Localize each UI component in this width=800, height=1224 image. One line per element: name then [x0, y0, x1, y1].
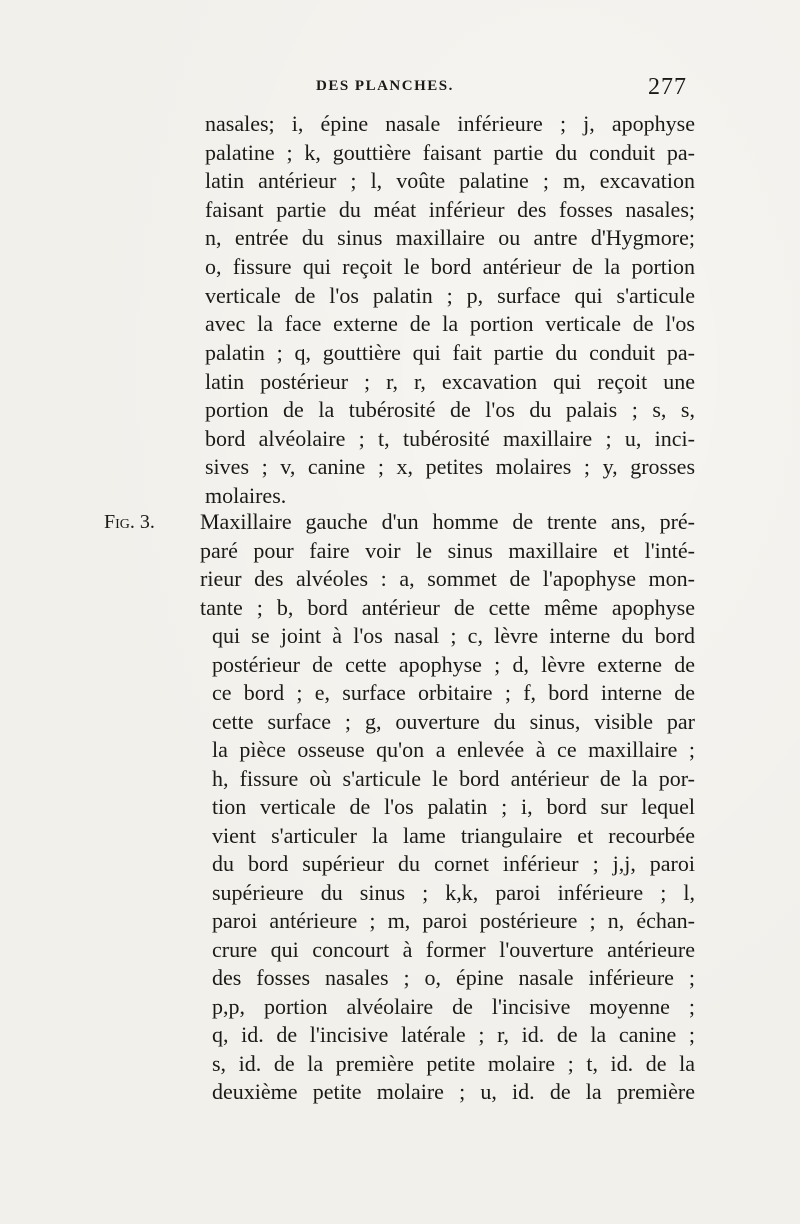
text-line: postérieur de cette apophyse ; d, lèvre externe de: [212, 652, 695, 677]
text-line: rieur des alvéoles : a, sommet de l'apophyse mon-: [200, 566, 695, 591]
text-line: molaires.: [205, 483, 287, 508]
text-line: verticale de l'os palatin ; p, surface qui s'articule: [205, 283, 695, 308]
text-line: n, entrée du sinus maxillaire ou antre d'Hygmore;: [205, 225, 695, 250]
text-line: qui se joint à l'os nasal ; c, lèvre interne du bord: [212, 623, 695, 648]
text-line: des fosses nasales ; o, épine nasale inférieure ;: [212, 965, 695, 990]
text-line: Maxillaire gauche d'un homme de trente ans, pré-: [200, 509, 695, 534]
text-line: la pièce osseuse qu'on a enlevée à ce maxillaire ;: [212, 737, 695, 762]
text-line: paroi antérieure ; m, paroi postérieure ; n, échan-: [212, 908, 695, 933]
running-head: [0, 74, 800, 104]
text-line: faisant partie du méat inférieur des fosses nasales;: [205, 197, 695, 222]
text-line: q, id. de l'incisive latérale ; r, id. de la canine ;: [212, 1022, 695, 1047]
text-line: palatin ; q, gouttière qui fait partie du conduit pa-: [205, 340, 695, 365]
text-line: bord alvéolaire ; t, tubérosité maxillaire ; u, inci-: [205, 426, 695, 451]
text-line: tion verticale de l'os palatin ; i, bord sur lequel: [212, 794, 695, 819]
text-line: du bord supérieur du cornet inférieur ; j,j, paroi: [212, 851, 695, 876]
text-line: ce bord ; e, surface orbitaire ; f, bord interne de: [212, 680, 695, 705]
text-line: p,p, portion alvéolaire de l'incisive moyenne ;: [212, 994, 695, 1019]
text-line: portion de la tubérosité de l'os du palais ; s, s,: [205, 397, 695, 422]
text-line: deuxième petite molaire ; u, id. de la première: [212, 1079, 695, 1104]
text-line: supérieure du sinus ; k,k, paroi inférieure ; l,: [212, 880, 695, 905]
running-title: DES PLANCHES.: [316, 78, 454, 94]
text-line: h, fissure où s'articule le bord antérieur de la por-: [212, 766, 695, 791]
text-line: s, id. de la première petite molaire ; t, id. de la: [212, 1051, 695, 1076]
text-line: o, fissure qui reçoit le bord antérieur de la portion: [205, 254, 695, 279]
figure-label: Fig. 3.: [104, 511, 155, 533]
text-line: crure qui concourt à former l'ouverture antérieure: [212, 937, 695, 962]
text-line: cette surface ; g, ouverture du sinus, visible par: [212, 709, 695, 734]
text-line: sives ; v, canine ; x, petites molaires ; y, grosses: [205, 454, 695, 479]
text-line: paré pour faire voir le sinus maxillaire et l'inté-: [200, 538, 695, 563]
text-line: nasales; i, épine nasale inférieure ; j, apophyse: [205, 111, 695, 136]
text-line: vient s'articuler la lame triangulaire et recourbée: [212, 823, 695, 848]
page-number: 277: [648, 74, 687, 100]
text-line: latin antérieur ; l, voûte palatine ; m, excavation: [205, 168, 695, 193]
text-line: latin postérieur ; r, r, excavation qui reçoit une: [205, 369, 695, 394]
text-line: tante ; b, bord antérieur de cette même apophyse: [200, 595, 695, 620]
text-line: avec la face externe de la portion verticale de l'os: [205, 311, 695, 336]
text-line: palatine ; k, gouttière faisant partie du conduit pa-: [205, 140, 695, 165]
